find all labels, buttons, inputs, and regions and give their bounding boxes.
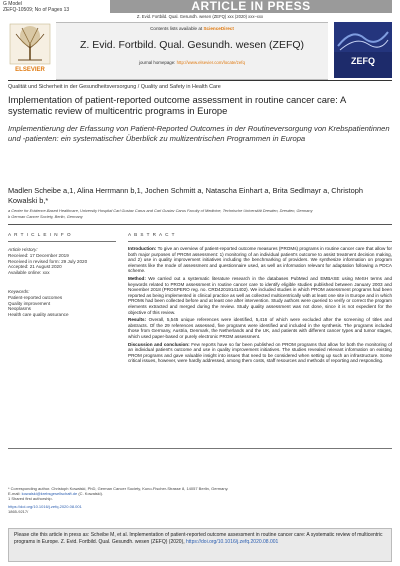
corresponding-author: * Corresponding author. Christoph Kowalski, PhD, German Cancer Society, Kuno-Fischer-Strasse 8, 14057 Berlin, Germany.: [8, 486, 229, 491]
abstract-discussion: [128, 342, 392, 364]
keyword-item[interactable]: Health care quality assurance: [8, 312, 69, 318]
abstract-introduction: [128, 246, 392, 274]
cite-doi-link[interactable]: https://doi.org/10.1016/j.zefq.2020.08.001: [186, 538, 279, 545]
accepted-date: Accepted: 21 August 2020: [8, 264, 62, 270]
issn-line: 1865-9217/: [8, 509, 29, 514]
top-strip: [0, 0, 400, 20]
header-divider: [8, 80, 392, 81]
journal-cover[interactable]: [334, 22, 392, 78]
affiliation-a: a Center for Evidence-Based Healthcare, University Hospital Carl Gustav Carus and Carl Gustav Carus Faculty of Medicine, Technische Universität Dresden, Dresden, Germany: [8, 208, 313, 213]
abstract-rule: [128, 241, 392, 242]
revised-date: Received in revised form: 29 July 2020: [8, 258, 88, 264]
journal-citation-line: Z. Evid. Fortbild. Qual. Gesundh. wesen (ZEFQ) xxx (2020) xxx–xxx: [136, 14, 264, 19]
cover-title: ZEFQ: [351, 56, 375, 66]
shared-authorship-note: 1 Shared first authorship.: [8, 496, 53, 501]
homepage-link[interactable]: http://www.elsevier.com/locate/zefq: [176, 60, 245, 65]
keyword-item[interactable]: Neoplasms: [8, 306, 31, 312]
homepage-prefix: journal homepage:: [139, 60, 176, 65]
results-text: Overall, 5,545 unique references were identified, 5,416 of which were excluded after the screening of titles and abstracts. Of the 29 references assessed, five programs were identified and included in the synthesis. The programs included those from Germany, Austria, Denmark, the Netherlands and the UK, and patients with different cancer types and tumor stages, which used paper-based or purely electronic PROM assessment.: [128, 317, 393, 339]
article-subtitle: Implementierung der Erfassung von Patient-Reported Outcomes in der Routineversorgung von Krebspatientinnen und -patienten: ein systematischer Überblick zu multizentrischen Programmen in Europa: [8, 124, 390, 143]
email-link[interactable]: kowalski@krebsgesellschaft.de: [21, 491, 78, 496]
article-info-heading: A R T I C L E I N F O: [8, 232, 72, 237]
section-heading: Qualität und Sicherheit in der Gesundheitsversorgung / Quality and Safety in Health Care: [8, 84, 221, 90]
history-label: Article History:: [8, 247, 38, 252]
author-list: Madlen Scheibe a,1, Alina Herrmann b,1, Jochen Schmitt a, Natascha Einhart a, Brita Sedlmayr a, Christoph Kowalski b,*: [8, 186, 363, 205]
article-title: Implementation of patient-reported outcome assessment in routine cancer care: A systematic review of multicentric programs in Europe: [8, 94, 346, 116]
abstract-heading: A B S T R A C T: [128, 232, 176, 237]
results-label: Results:: [128, 317, 147, 323]
intro-label: Introduction:: [128, 246, 157, 251]
received-date: Received: 17 December 2019: [8, 252, 69, 258]
keyword-item[interactable]: Patient-reported outcomes: [8, 294, 63, 300]
contents-line: [56, 26, 328, 31]
keyword-item[interactable]: Quality improvement: [8, 300, 51, 306]
journal-header: [8, 22, 392, 78]
article-in-press-banner: ARTICLE IN PRESS: [110, 0, 392, 13]
discussion-label: Discussion and conclusion:: [128, 341, 190, 347]
cover-graphic-icon: [334, 22, 392, 78]
manuscript-number: ZEFQ-10509; No of Pages 13: [3, 7, 70, 13]
elsevier-logo[interactable]: [8, 22, 52, 78]
contents-prefix: Contents lists available at: [150, 26, 203, 31]
cite-this-article-box: [8, 528, 392, 562]
article-history: [8, 247, 108, 276]
method-text: We carried out a systematic literature research in the databases PubMed and EMBASE using MeSH terms and keywords related to PROM assessment in routine cancer care to identify eligible studies published between January 2003 and November 2018 (PROSPERO reg. no. CRD42019141402). We included studies in which PROM assessment programs had been reported as being implemented in clinical practice as well as collected multicentrically with at least one site in Europe and in which PROMs had been collected before and at least one after intervention. Study authors were queried to verify or correct the program elements extracted and merged during the review. Study quality assessment was not done, since it is not expedient for the objective of this review.: [128, 275, 392, 315]
discussion-text: Few reports have so far been published on PROM programs that allow for both the monitoring of an individual patient's outcome and use in quality improvement initiatives. The studies revealed relevant information on existing PROM programs and gave valuable insight into issues that need to be considered when setting up such an infrastructure. Some critical issues, however, were hardly addressed, among them costs, staff resources and methods of reporting and responding.: [128, 341, 392, 364]
cite-text: Please cite this article in press as: Scheibe M, et al. Implementation of patient-reported outcome assessment in routine cancer care: A systematic review of multicentric programs in Europe. Z. Evid. Fortbild. Qual. Gesundh. wesen (ZEFQ) (2020),: [14, 532, 383, 545]
email-suffix: (C. Kowalski).: [78, 491, 104, 496]
doi-link[interactable]: https://doi.org/10.1016/j.zefq.2020.08.001: [8, 504, 82, 509]
keywords-block: [8, 289, 108, 318]
affiliation-b: b German Cancer Society, Berlin, Germany: [8, 214, 83, 219]
email-prefix: E-mail:: [8, 491, 21, 496]
affiliation-divider: [8, 224, 392, 225]
journal-title: Z. Evid. Fortbild. Qual. Gesundh. wesen (ZEFQ): [79, 39, 305, 51]
publisher-name: ELSEVIER: [15, 67, 45, 73]
footnotes: [8, 486, 392, 514]
info-rule: [8, 241, 116, 242]
journal-homepage-line: [56, 60, 328, 65]
intro-text: To give an overview of patient-reported outcome measures (PROMs) programs in routine cancer care that allow for both major purposes of PROM assessment: 1) monitoring of an individual patient's outcome to assist treatment decision making, and 2) use in quality improvement initiatives including the benchmarking of providers. We synthesize information on program elements like the mode of assessment and questionnaire used, as well as information relevant for adaptation following a PDCA scheme.: [128, 246, 392, 274]
abstract-body: [128, 246, 392, 442]
sciencedirect-link[interactable]: ScienceDirect: [203, 26, 234, 31]
gmodel-text: G Model: [3, 1, 22, 7]
online-date: Available online: xxx: [8, 270, 50, 276]
keywords-label: Keywords:: [8, 289, 30, 294]
method-label: Method:: [128, 275, 146, 281]
abstract-results: [128, 317, 392, 339]
abstract-bottom-rule: [8, 448, 392, 449]
gmodel-label: [3, 1, 69, 13]
abstract-method: [128, 276, 392, 315]
journal-info-block: [56, 22, 328, 80]
